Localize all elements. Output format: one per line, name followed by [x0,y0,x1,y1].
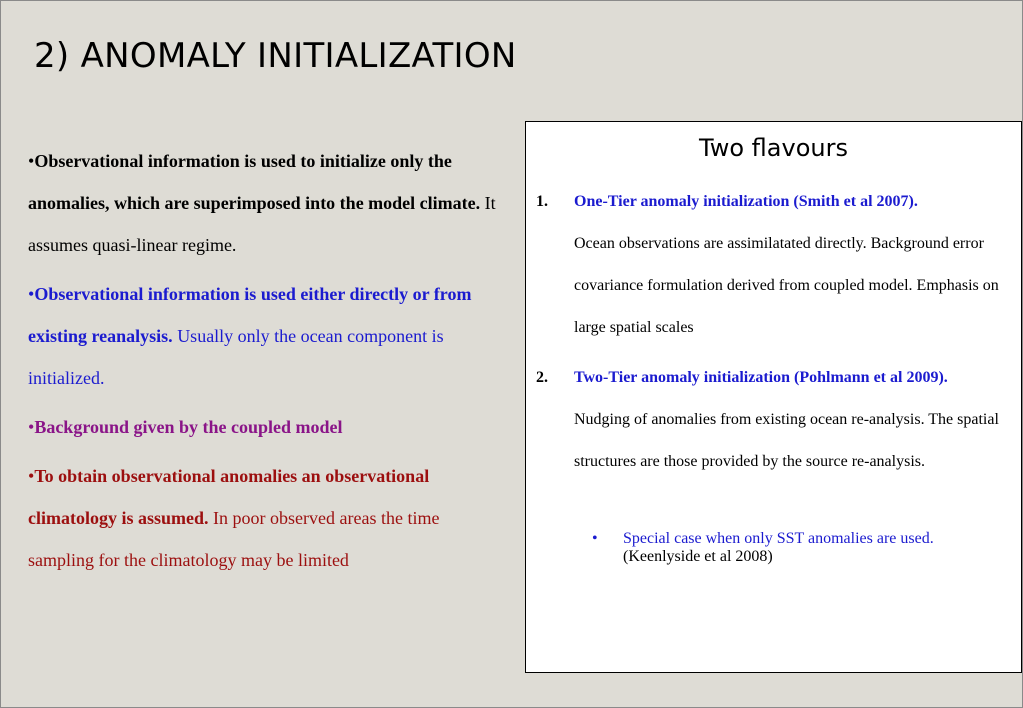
list-item-text: Nudging of anomalies from existing ocean re-analysis. The spatial structures are those provided by the source re-analysis. [574,411,999,470]
bullet-climatology [28,455,498,581]
sub-bullet-sst [592,530,1012,566]
two-flavours-panel [525,121,1022,673]
sub-bullet-body [623,530,1012,566]
bullet-bold-text: Observational information is used either directly or from existing reanalysis. [28,284,472,346]
bullet-bold-text: Background given by the coupled model [34,417,343,437]
bullet-reanalysis [28,273,498,399]
bullet-background [28,406,498,448]
list-item-heading: One-Tier anomaly initialization (Smith et al 2007). [574,193,918,210]
list-item-body [574,357,1016,483]
list-item-heading: Two-Tier anomaly initialization (Pohlmann et al 2009). [574,369,948,386]
bullet-observational-anomalies [28,140,498,266]
bullet-marker: • [28,466,35,486]
list-number: 2. [536,369,548,386]
list-item-text: Ocean observations are assimilatated directly. Background error covariance formulation derived from coupled model. Emphasis on large spatial scales [574,235,999,336]
list-item-body [574,181,1016,349]
bullet-normal-text: In poor observed areas the time sampling for the climatology may be limited [28,508,440,570]
sub-bullet-marker: • [592,530,598,547]
bullet-normal-text: Usually only the ocean component is initialized. [28,326,444,388]
bullet-marker: • [28,151,35,171]
sub-bullet-text: Special case when only SST anomalies are used. [623,530,934,547]
slide-title: 2) ANOMALY INITIALIZATION [34,36,517,76]
list-number: 1. [536,193,548,210]
left-column [28,140,498,588]
bullet-marker: • [28,417,35,437]
list-item-two-tier [536,357,1016,483]
sub-bullet-citation: (Keenlyside et al 2008) [623,548,773,565]
bullet-bold-text: To obtain observational anomalies an observational climatology is assumed. [28,466,430,528]
bullet-marker: • [28,284,35,304]
list-item-one-tier [536,181,1016,349]
panel-title: Two flavours [699,134,848,162]
bullet-bold-text: Observational information is used to initialize only the anomalies, which are superimposed into the model climate. [28,151,481,213]
bullet-normal-text: It assumes quasi-linear regime. [28,193,496,255]
